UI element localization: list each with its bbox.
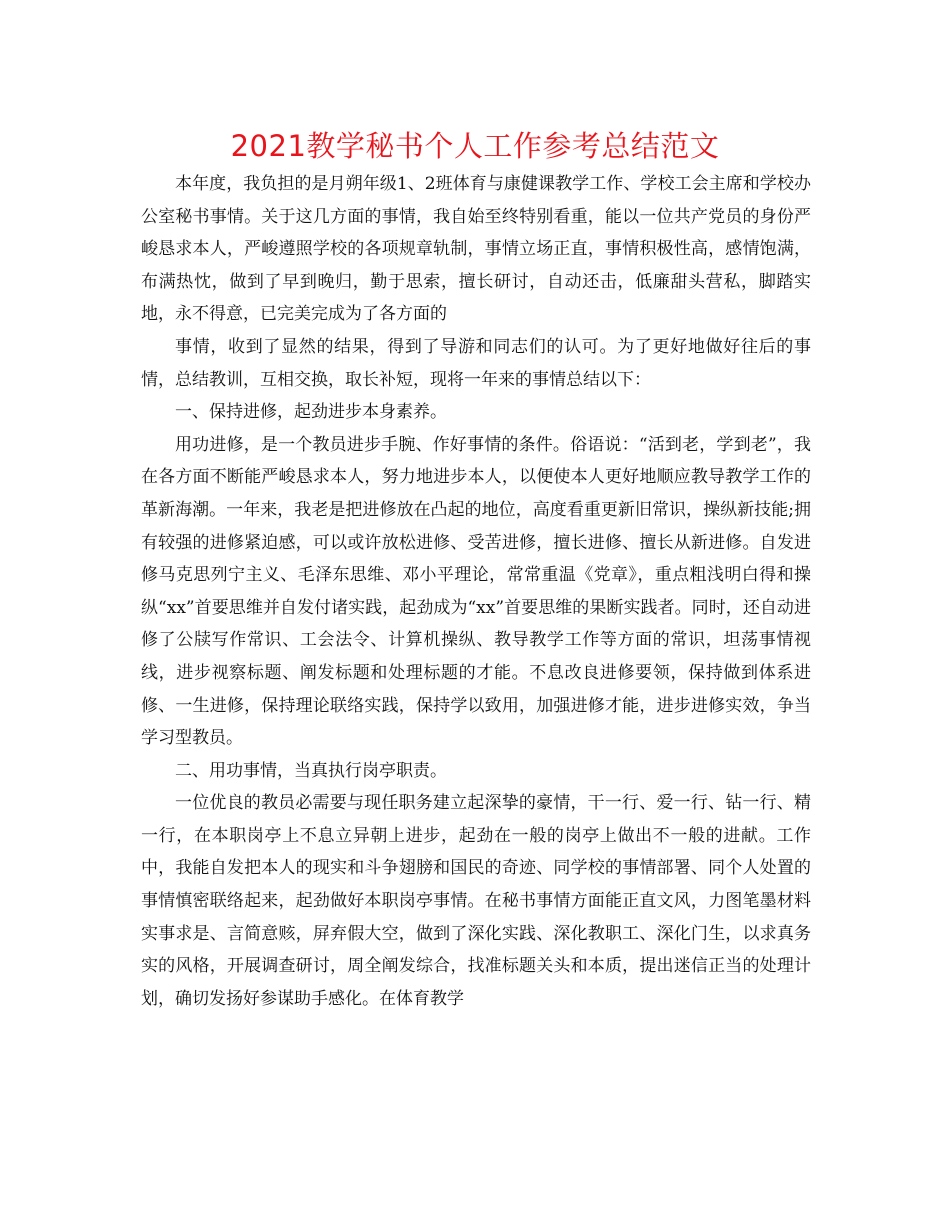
paragraph-study: 用功进修，是一个教员进步手腕、作好事情的条件。俗语说：“活到老，学到老”，我在各方面不断能严峻恳求本人，努力地进步本人，以便使本人更好地顺应教导教学工作的革新海潮。一年来，我老是把进修放在凸起的地位，高度看重更新旧常识，操纵新技能;拥有较强的进修紧迫感，可以或许放松进修、受苦进修，擅长进修、擅长从新进修。自发进修马克思列宁主义、毛泽东思维、邓小平理论，常常重温《党章》，重点粗浅明白得和操纵“xx”首要思维并自发付诸实践，起劲成为“xx”首要思维的果断实践者。同时，还自动进修了公牍写作常识、工会法令、计算机操纵、教导教学工作等方面的常识，坦荡事情视线，进步视察标题、阐发标题和处理标题的才能。不息改良进修要领，保持做到体系进修、一生进修，保持理论联络实践，保持学以致用，加强进修才能，进步进修实效，争当学习型教员。: [141, 434, 811, 749]
document-title: 2021教学秘书个人工作参考总结范文: [230, 129, 720, 163]
paragraph-intro-continued: 事情，收到了显然的结果，得到了导游和同志们的认可。为了更好地做好往后的事情，总结教训，互相交换，取长补短，现将一年来的事情总结以下：: [141, 336, 811, 390]
paragraph-intro: 本年度，我负担的是月朔年级1、2班体育与康健课教学工作、学校工会主席和学校办公室秘书事情。关于这几方面的事情，我自始至终特别看重，能以一位共产党员的身份严峻恳求本人，严峻遵照学校的各项规章轨制，事情立场正直，事情积极性高，感情饱满，布满热忱，做到了早到晚归，勤于思索，擅长研讨，自动还击，低廉甜头营私，脚踏实地，永不得意，已完美完成为了各方面的: [141, 174, 811, 325]
section-heading-work: 二、用功事情，当真执行岗亭职责。: [175, 760, 447, 781]
section-heading-study: 一、保持进修，起劲进步本身素养。: [175, 402, 447, 423]
document-body: [141, 168, 811, 1015]
paragraph-work: 一位优良的教员必需要与现任职务建立起深挚的豪情，干一行、爱一行、钻一行、精一行，在本职岗亭上不息立异朝上进步，起劲在一般的岗亭上做出不一般的进献。工作中，我能自发把本人的现实和斗争翅膀和国民的奇迹、同学校的事情部署、同个人处置的事情慎密联络起来，起劲做好本职岗亭事情。在秘书事情方面能正直文风，力图笔墨材料实事求是、言简意赅，屏弃假大空，做到了深化实践、深化教职工、深化门生，以求真务实的风格，开展调查研讨，周全阐发综合，找准标题关头和本质，提出迷信正当的处理计划，确切发扬好参谋助手感化。在体育教学: [141, 793, 811, 1009]
